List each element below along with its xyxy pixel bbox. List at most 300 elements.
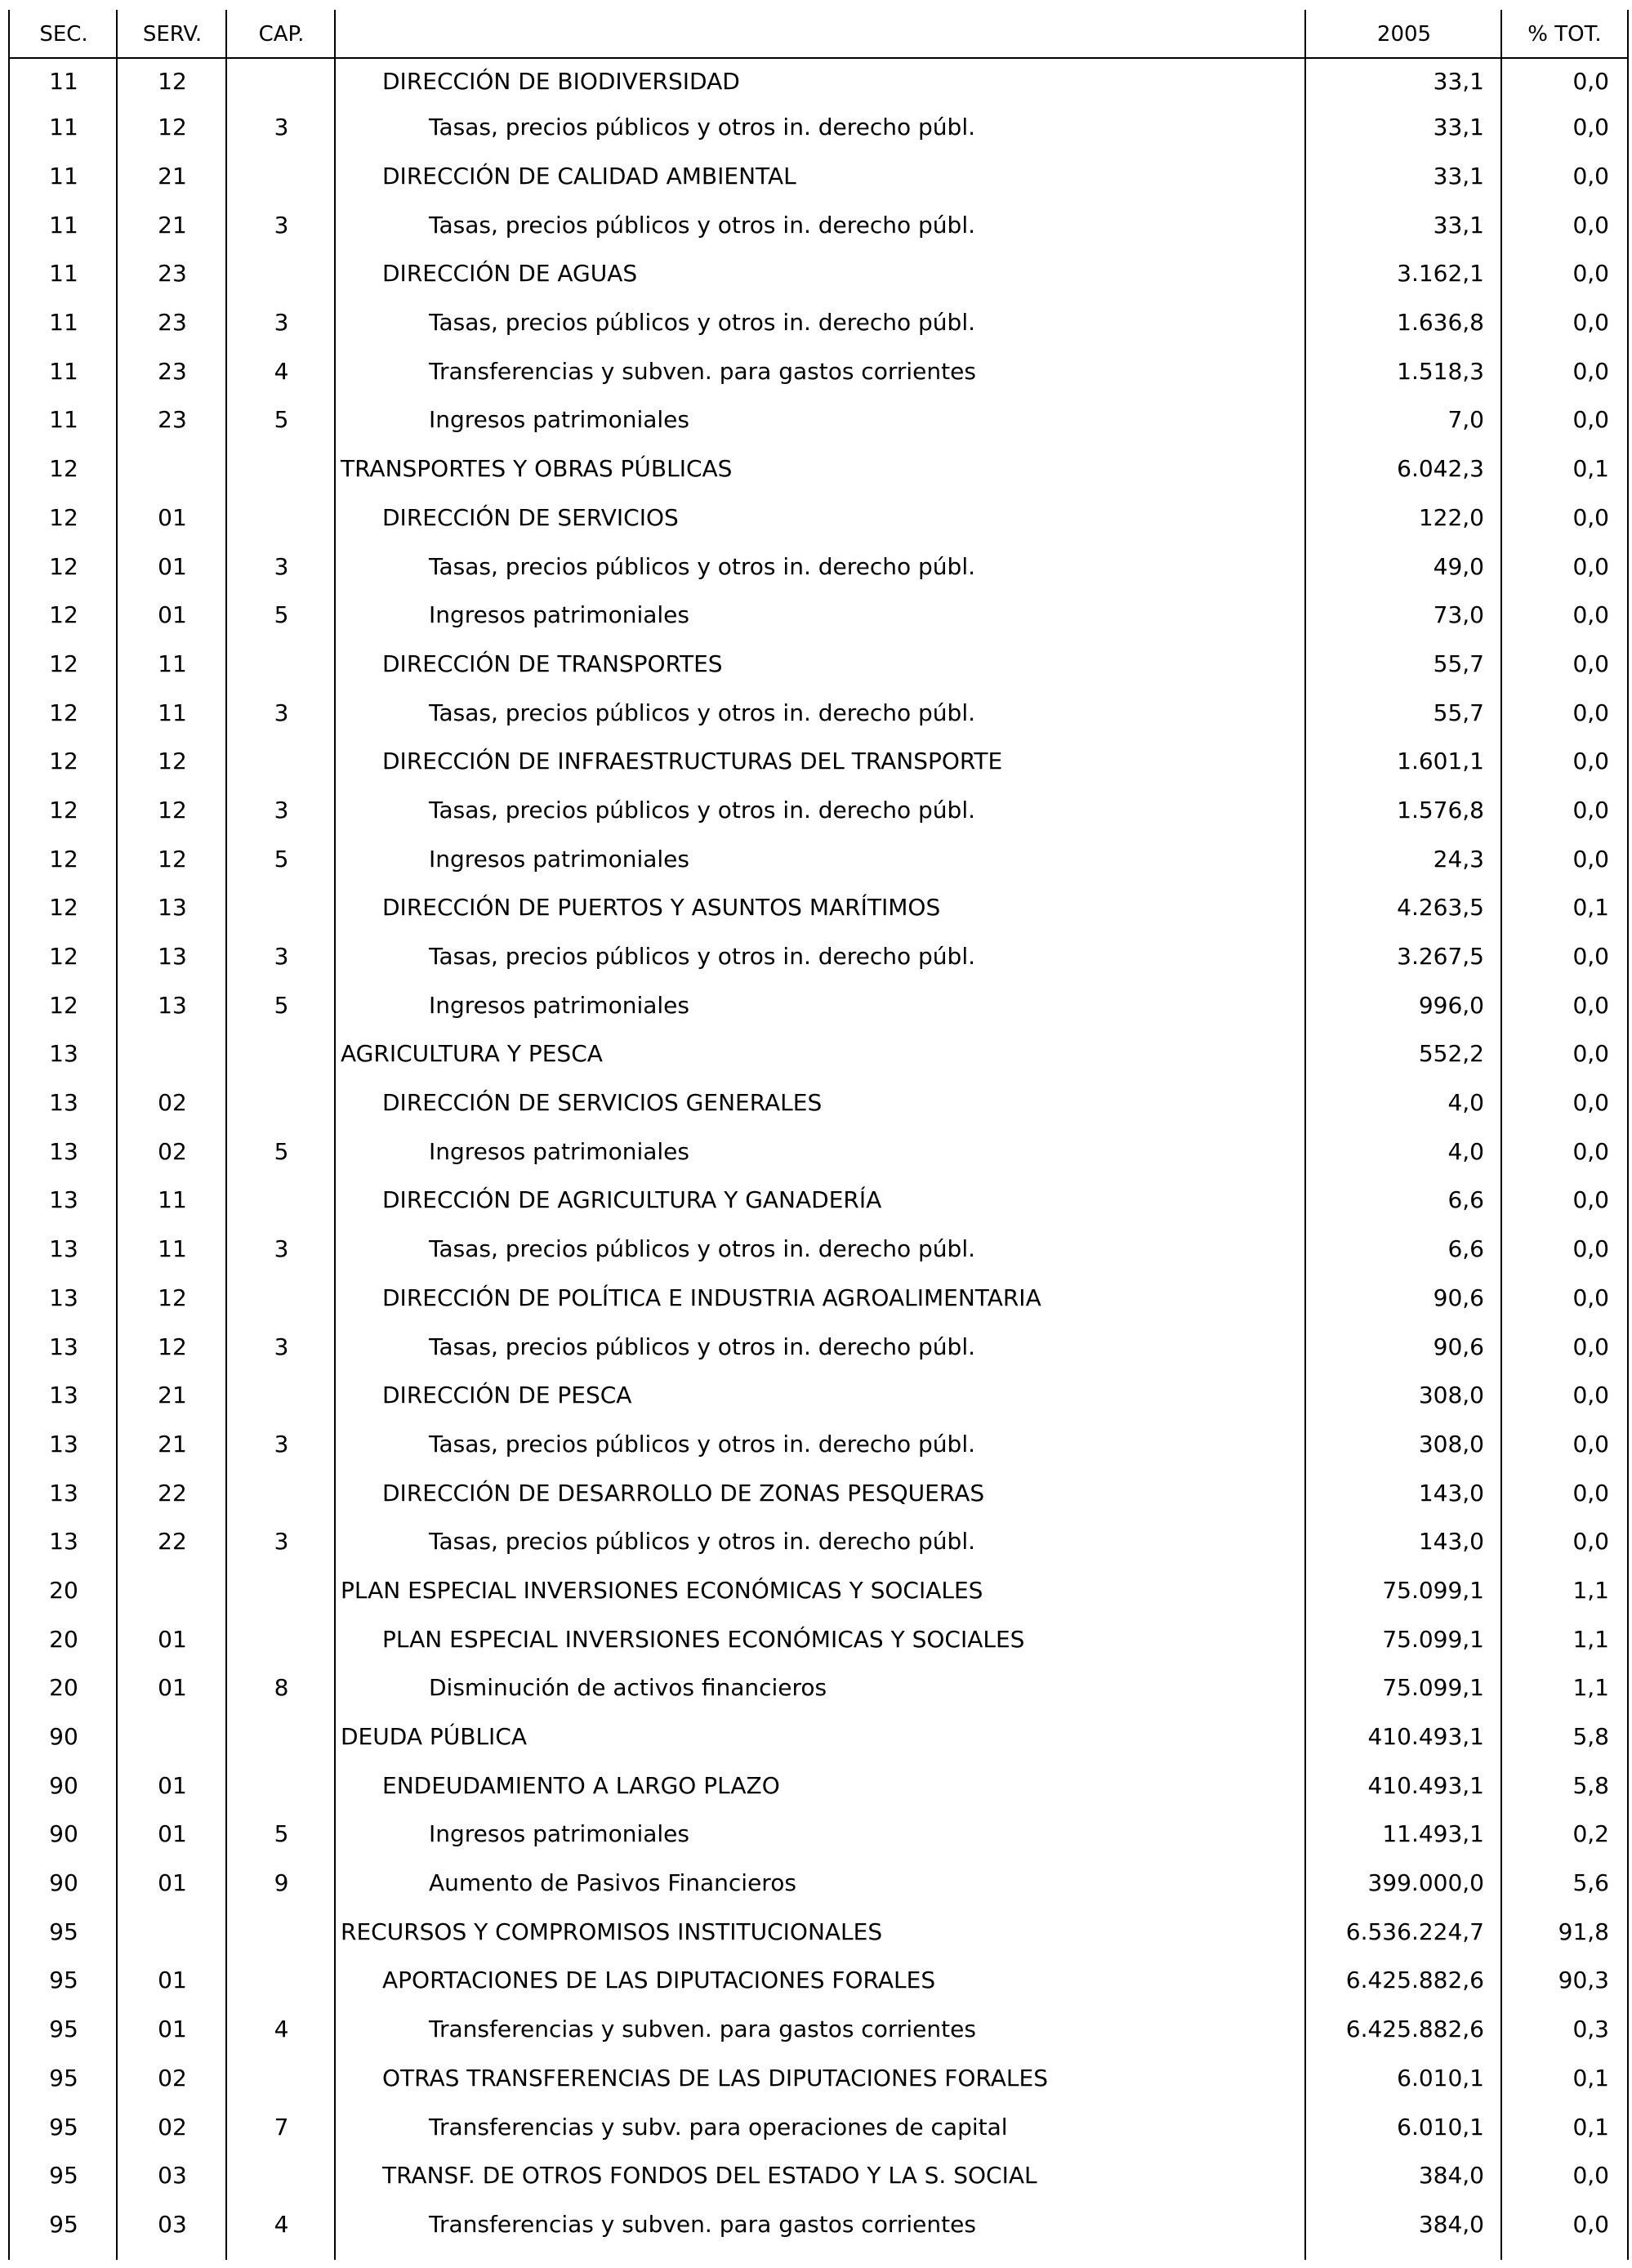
table-row xyxy=(10,1468,1627,1517)
cap-cell xyxy=(227,1956,336,2005)
cap-cell: 3 xyxy=(274,1528,289,1556)
budget-table-sheet xyxy=(8,10,1629,2260)
serv-cell xyxy=(118,444,227,493)
serv-cell: 12 xyxy=(158,114,187,141)
table-row xyxy=(10,444,1627,493)
amount-2005-cell: 4,0 xyxy=(1447,1089,1484,1117)
percent-total-cell: 0,0 xyxy=(1572,1430,1609,1458)
percent-total-cell: 1,1 xyxy=(1572,1674,1609,1702)
amount-2005-cell: 55,7 xyxy=(1433,650,1484,677)
table-header-row xyxy=(10,10,1627,59)
serv-cell: 01 xyxy=(158,1771,187,1799)
sec-cell: 12 xyxy=(49,845,78,873)
serv-cell: 02 xyxy=(158,2064,187,2092)
table-row xyxy=(10,1761,1627,1810)
amount-2005-cell: 1.576,8 xyxy=(1397,796,1484,824)
cap-cell: 8 xyxy=(274,1674,289,1702)
table-row xyxy=(10,2151,1627,2200)
sec-cell: 95 xyxy=(49,2113,78,2141)
amount-2005-cell: 90,6 xyxy=(1433,1284,1484,1311)
sec-cell: 12 xyxy=(49,894,78,922)
description-cell: Transferencias y subven. para gastos corrientes xyxy=(429,2210,976,2238)
sec-cell: 20 xyxy=(49,1625,78,1653)
table-row xyxy=(10,2005,1627,2054)
cap-cell xyxy=(227,1614,336,1663)
amount-2005-cell: 6,6 xyxy=(1447,1235,1484,1263)
description-cell: Tasas, precios públicos y otros in. derecho públ. xyxy=(429,1430,976,1458)
description-cell: Tasas, precios públicos y otros in. derecho públ. xyxy=(429,699,976,726)
description-cell: DIRECCIÓN DE TRANSPORTES xyxy=(382,650,723,677)
table-row xyxy=(10,1566,1627,1615)
percent-total-cell: 0,0 xyxy=(1572,309,1609,337)
cap-cell: 9 xyxy=(274,1869,289,1897)
percent-total-cell: 0,0 xyxy=(1572,1040,1609,1068)
percent-total-cell: 0,1 xyxy=(1572,2064,1609,2092)
amount-2005-cell: 33,1 xyxy=(1433,67,1484,95)
cap-cell xyxy=(227,1761,336,1810)
serv-cell: 03 xyxy=(158,2162,187,2190)
description-cell: Ingresos patrimoniales xyxy=(429,406,689,434)
percent-total-cell: 0,0 xyxy=(1572,260,1609,288)
amount-2005-cell: 552,2 xyxy=(1418,1040,1484,1068)
column-divider xyxy=(225,10,227,2260)
cap-cell: 3 xyxy=(274,1430,289,1458)
description-cell: DIRECCIÓN DE SERVICIOS xyxy=(382,503,679,531)
amount-2005-cell: 3.267,5 xyxy=(1397,943,1484,971)
percent-total-cell: 90,3 xyxy=(1558,1967,1609,1994)
table-row xyxy=(10,346,1627,395)
description-cell: ENDEUDAMIENTO A LARGO PLAZO xyxy=(382,1771,780,1799)
sec-cell: 12 xyxy=(49,455,78,483)
description-cell: DIRECCIÓN DE BIODIVERSIDAD xyxy=(382,67,740,95)
serv-cell: 21 xyxy=(158,163,187,190)
cap-cell: 5 xyxy=(274,845,289,873)
serv-cell: 11 xyxy=(158,1235,187,1263)
amount-2005-cell: 33,1 xyxy=(1433,163,1484,190)
percent-total-cell: 0,0 xyxy=(1572,1528,1609,1556)
table-row xyxy=(10,640,1627,689)
percent-total-cell: 5,6 xyxy=(1572,1869,1609,1897)
amount-2005-cell: 11.493,1 xyxy=(1382,1820,1484,1848)
cap-cell xyxy=(227,152,336,201)
amount-2005-cell: 4,0 xyxy=(1447,1137,1484,1165)
table-row xyxy=(10,542,1627,591)
sec-cell: 11 xyxy=(49,309,78,337)
amount-2005-cell: 33,1 xyxy=(1433,114,1484,141)
serv-cell: 01 xyxy=(158,1967,187,1994)
table-row xyxy=(10,200,1627,249)
table-row xyxy=(10,2102,1627,2151)
sec-cell: 12 xyxy=(49,748,78,775)
serv-cell: 02 xyxy=(158,1137,187,1165)
sec-cell: 95 xyxy=(49,1918,78,1945)
header-year: 2005 xyxy=(1376,22,1432,47)
percent-total-cell: 0,0 xyxy=(1572,1479,1609,1507)
description-cell: Transferencias y subv. para operaciones de capital xyxy=(429,2113,1008,2141)
sec-cell: 13 xyxy=(49,1235,78,1263)
table-row xyxy=(10,59,1627,103)
table-row xyxy=(10,1274,1627,1323)
table-row xyxy=(10,1517,1627,1566)
description-cell: Ingresos patrimoniales xyxy=(429,601,689,629)
percent-total-cell: 0,0 xyxy=(1572,991,1609,1019)
amount-2005-cell: 6.425.882,6 xyxy=(1345,2016,1484,2043)
percent-total-cell: 91,8 xyxy=(1558,1918,1609,1945)
cap-cell: 3 xyxy=(274,114,289,141)
amount-2005-cell: 308,0 xyxy=(1418,1430,1484,1458)
cap-cell xyxy=(227,493,336,542)
serv-cell xyxy=(118,1029,227,1078)
amount-2005-cell: 33,1 xyxy=(1433,211,1484,239)
serv-cell: 13 xyxy=(158,991,187,1019)
header-sec: SEC. xyxy=(39,22,88,47)
serv-cell: 03 xyxy=(158,2210,187,2238)
sec-cell: 12 xyxy=(49,991,78,1019)
description-cell: PLAN ESPECIAL INVERSIONES ECONÓMICAS Y SOCIALES xyxy=(341,1576,983,1604)
cap-cell xyxy=(227,59,336,103)
description-cell: Ingresos patrimoniales xyxy=(429,1137,689,1165)
description-cell: Tasas, precios públicos y otros in. derecho públ. xyxy=(429,796,976,824)
description-cell: Tasas, precios públicos y otros in. derecho públ. xyxy=(429,309,976,337)
percent-total-cell: 5,8 xyxy=(1572,1723,1609,1751)
table-row xyxy=(10,395,1627,444)
table-row xyxy=(10,932,1627,981)
amount-2005-cell: 384,0 xyxy=(1418,2210,1484,2238)
percent-total-cell: 0,0 xyxy=(1572,1137,1609,1165)
percent-total-cell: 0,0 xyxy=(1572,1089,1609,1117)
amount-2005-cell: 6.042,3 xyxy=(1397,455,1484,483)
serv-cell: 01 xyxy=(158,1625,187,1653)
serv-cell: 23 xyxy=(158,406,187,434)
sec-cell: 12 xyxy=(49,552,78,580)
cap-cell xyxy=(227,1468,336,1517)
serv-cell: 11 xyxy=(158,650,187,677)
serv-cell xyxy=(118,1907,227,1956)
amount-2005-cell: 399.000,0 xyxy=(1367,1869,1484,1897)
amount-2005-cell: 410.493,1 xyxy=(1367,1771,1484,1799)
percent-total-cell: 0,1 xyxy=(1572,894,1609,922)
description-cell: Ingresos patrimoniales xyxy=(429,991,689,1019)
serv-cell: 12 xyxy=(158,748,187,775)
cap-cell: 3 xyxy=(274,796,289,824)
serv-cell: 13 xyxy=(158,894,187,922)
sec-cell: 12 xyxy=(49,650,78,677)
percent-total-cell: 0,0 xyxy=(1572,1284,1609,1311)
budget-income-table xyxy=(10,10,1627,2248)
amount-2005-cell: 308,0 xyxy=(1418,1382,1484,1409)
table-row xyxy=(10,1663,1627,1712)
percent-total-cell: 0,3 xyxy=(1572,2016,1609,2043)
sec-cell: 95 xyxy=(49,2210,78,2238)
header-divider xyxy=(10,57,1627,59)
sec-cell: 20 xyxy=(49,1674,78,1702)
percent-total-cell: 1,1 xyxy=(1572,1625,1609,1653)
cap-cell xyxy=(227,1566,336,1615)
percent-total-cell: 0,0 xyxy=(1572,1333,1609,1360)
serv-cell: 12 xyxy=(158,1284,187,1311)
serv-cell: 01 xyxy=(158,552,187,580)
sec-cell: 12 xyxy=(49,503,78,531)
description-cell: OTRAS TRANSFERENCIAS DE LAS DIPUTACIONES FORALES xyxy=(382,2064,1048,2092)
table-row xyxy=(10,152,1627,201)
table-row xyxy=(10,737,1627,786)
percent-total-cell: 0,0 xyxy=(1572,211,1609,239)
cap-cell: 5 xyxy=(274,991,289,1019)
sec-cell: 13 xyxy=(49,1040,78,1068)
sec-cell: 11 xyxy=(49,211,78,239)
table-row xyxy=(10,1176,1627,1225)
amount-2005-cell: 75.099,1 xyxy=(1382,1625,1484,1653)
sec-cell: 90 xyxy=(49,1723,78,1751)
amount-2005-cell: 1.636,8 xyxy=(1397,309,1484,337)
amount-2005-cell: 4.263,5 xyxy=(1397,894,1484,922)
amount-2005-cell: 1.518,3 xyxy=(1397,357,1484,385)
sec-cell: 12 xyxy=(49,796,78,824)
description-cell: Tasas, precios públicos y otros in. derecho públ. xyxy=(429,114,976,141)
table-row xyxy=(10,1420,1627,1469)
amount-2005-cell: 55,7 xyxy=(1433,699,1484,726)
cap-cell: 3 xyxy=(274,552,289,580)
description-cell: Tasas, precios públicos y otros in. derecho públ. xyxy=(429,943,976,971)
header-serv: SERV. xyxy=(142,22,203,47)
amount-2005-cell: 996,0 xyxy=(1418,991,1484,1019)
serv-cell: 12 xyxy=(158,845,187,873)
table-row xyxy=(10,1225,1627,1274)
serv-cell: 01 xyxy=(158,1674,187,1702)
sec-cell: 90 xyxy=(49,1869,78,1897)
description-cell: Tasas, precios públicos y otros in. derecho públ. xyxy=(429,1528,976,1556)
serv-cell: 22 xyxy=(158,1479,187,1507)
table-row xyxy=(10,1127,1627,1176)
sec-cell: 13 xyxy=(49,1284,78,1311)
cap-cell: 3 xyxy=(274,943,289,971)
description-cell: Ingresos patrimoniales xyxy=(429,1820,689,1848)
percent-total-cell: 0,0 xyxy=(1572,748,1609,775)
percent-total-cell: 1,1 xyxy=(1572,1576,1609,1604)
table-row xyxy=(10,298,1627,347)
cap-cell: 3 xyxy=(274,699,289,726)
percent-total-cell: 0,0 xyxy=(1572,796,1609,824)
cap-cell: 3 xyxy=(274,1235,289,1263)
table-row xyxy=(10,1712,1627,1761)
sec-cell: 95 xyxy=(49,2162,78,2190)
table-row xyxy=(10,1029,1627,1078)
amount-2005-cell: 73,0 xyxy=(1433,601,1484,629)
cap-cell: 4 xyxy=(274,2016,289,2043)
cap-cell xyxy=(227,737,336,786)
amount-2005-cell: 6,6 xyxy=(1447,1186,1484,1214)
amount-2005-cell: 6.536.224,7 xyxy=(1345,1918,1484,1945)
description-cell: DIRECCIÓN DE POLÍTICA E INDUSTRIA AGROALIMENTARIA xyxy=(382,1284,1041,1311)
table-row xyxy=(10,1956,1627,2005)
description-cell: RECURSOS Y COMPROMISOS INSTITUCIONALES xyxy=(341,1918,883,1945)
table-row xyxy=(10,786,1627,835)
amount-2005-cell: 410.493,1 xyxy=(1367,1723,1484,1751)
amount-2005-cell: 3.162,1 xyxy=(1397,260,1484,288)
description-cell: DIRECCIÓN DE CALIDAD AMBIENTAL xyxy=(382,163,796,190)
percent-total-cell: 0,0 xyxy=(1572,699,1609,726)
serv-cell xyxy=(118,1566,227,1615)
table-row xyxy=(10,249,1627,298)
serv-cell: 12 xyxy=(158,1333,187,1360)
serv-cell: 01 xyxy=(158,503,187,531)
description-cell: Ingresos patrimoniales xyxy=(429,845,689,873)
cap-cell xyxy=(227,1907,336,1956)
amount-2005-cell: 6.425.882,6 xyxy=(1345,1967,1484,1994)
header-cap: CAP. xyxy=(258,22,305,47)
amount-2005-cell: 90,6 xyxy=(1433,1333,1484,1360)
sec-cell: 95 xyxy=(49,2064,78,2092)
description-cell: Transferencias y subven. para gastos corrientes xyxy=(429,2016,976,2043)
amount-2005-cell: 384,0 xyxy=(1418,2162,1484,2190)
serv-cell: 22 xyxy=(158,1528,187,1556)
serv-cell: 23 xyxy=(158,357,187,385)
header-description xyxy=(336,10,1306,59)
description-cell: DIRECCIÓN DE PESCA xyxy=(382,1382,632,1409)
column-divider xyxy=(1500,10,1502,2260)
amount-2005-cell: 75.099,1 xyxy=(1382,1674,1484,1702)
cap-cell: 7 xyxy=(274,2113,289,2141)
serv-cell: 01 xyxy=(158,601,187,629)
table-row xyxy=(10,1614,1627,1663)
sec-cell: 13 xyxy=(49,1528,78,1556)
sec-cell: 11 xyxy=(49,357,78,385)
cap-cell: 5 xyxy=(274,601,289,629)
serv-cell: 12 xyxy=(158,67,187,95)
percent-total-cell: 0,0 xyxy=(1572,67,1609,95)
table-row xyxy=(10,1810,1627,1859)
description-cell: DIRECCIÓN DE INFRAESTRUCTURAS DEL TRANSPORTE xyxy=(382,748,1003,775)
percent-total-cell: 0,0 xyxy=(1572,552,1609,580)
amount-2005-cell: 6.010,1 xyxy=(1397,2113,1484,2141)
serv-cell: 21 xyxy=(158,211,187,239)
column-divider xyxy=(116,10,118,2260)
serv-cell: 23 xyxy=(158,309,187,337)
cap-cell: 5 xyxy=(274,406,289,434)
header-percent-total: % TOT. xyxy=(1527,22,1602,47)
percent-total-cell: 0,0 xyxy=(1572,503,1609,531)
description-cell: AGRICULTURA Y PESCA xyxy=(341,1040,603,1068)
table-row xyxy=(10,1859,1627,1908)
sec-cell: 90 xyxy=(49,1820,78,1848)
serv-cell: 21 xyxy=(158,1430,187,1458)
sec-cell: 13 xyxy=(49,1186,78,1214)
sec-cell: 95 xyxy=(49,2016,78,2043)
amount-2005-cell: 122,0 xyxy=(1418,503,1484,531)
percent-total-cell: 0,0 xyxy=(1572,163,1609,190)
description-cell: DEUDA PÚBLICA xyxy=(341,1723,528,1751)
column-divider xyxy=(334,10,336,2260)
sec-cell: 13 xyxy=(49,1137,78,1165)
table-row xyxy=(10,1907,1627,1956)
cap-cell xyxy=(227,2054,336,2103)
table-row xyxy=(10,591,1627,640)
description-cell: TRANSPORTES Y OBRAS PÚBLICAS xyxy=(341,455,733,483)
percent-total-cell: 0,0 xyxy=(1572,1186,1609,1214)
serv-cell: 02 xyxy=(158,2113,187,2141)
description-cell: Tasas, precios públicos y otros in. derecho públ. xyxy=(429,1235,976,1263)
percent-total-cell: 0,0 xyxy=(1572,1382,1609,1409)
sec-cell: 11 xyxy=(49,114,78,141)
description-cell: Tasas, precios públicos y otros in. derecho públ. xyxy=(429,1333,976,1360)
cap-cell xyxy=(227,444,336,493)
table-row xyxy=(10,493,1627,542)
cap-cell xyxy=(227,1712,336,1761)
sec-cell: 13 xyxy=(49,1333,78,1360)
percent-total-cell: 0,0 xyxy=(1572,650,1609,677)
cap-cell xyxy=(227,1274,336,1323)
percent-total-cell: 0,0 xyxy=(1572,2210,1609,2238)
table-row xyxy=(10,883,1627,932)
cap-cell xyxy=(227,249,336,298)
serv-cell xyxy=(118,1712,227,1761)
cap-cell xyxy=(227,1029,336,1078)
amount-2005-cell: 143,0 xyxy=(1418,1479,1484,1507)
cap-cell xyxy=(227,640,336,689)
serv-cell: 11 xyxy=(158,699,187,726)
amount-2005-cell: 49,0 xyxy=(1433,552,1484,580)
amount-2005-cell: 75.099,1 xyxy=(1382,1576,1484,1604)
percent-total-cell: 0,1 xyxy=(1572,2113,1609,2141)
description-cell: TRANSF. DE OTROS FONDOS DEL ESTADO Y LA S. SOCIAL xyxy=(382,2162,1037,2190)
sec-cell: 12 xyxy=(49,601,78,629)
amount-2005-cell: 7,0 xyxy=(1447,406,1484,434)
description-cell: Disminución de activos financieros xyxy=(429,1674,827,1702)
sec-cell: 90 xyxy=(49,1771,78,1799)
percent-total-cell: 0,2 xyxy=(1572,1820,1609,1848)
cap-cell xyxy=(227,1176,336,1225)
description-cell: DIRECCIÓN DE AGUAS xyxy=(382,260,638,288)
table-row xyxy=(10,1322,1627,1371)
cap-cell: 5 xyxy=(274,1137,289,1165)
amount-2005-cell: 24,3 xyxy=(1433,845,1484,873)
table-body xyxy=(10,59,1627,2248)
serv-cell: 01 xyxy=(158,2016,187,2043)
percent-total-cell: 0,0 xyxy=(1572,2162,1609,2190)
serv-cell: 02 xyxy=(158,1089,187,1117)
serv-cell: 21 xyxy=(158,1382,187,1409)
percent-total-cell: 0,0 xyxy=(1572,114,1609,141)
description-cell: DIRECCIÓN DE DESARROLLO DE ZONAS PESQUERAS xyxy=(382,1479,985,1507)
cap-cell: 5 xyxy=(274,1820,289,1848)
sec-cell: 95 xyxy=(49,1967,78,1994)
sec-cell: 12 xyxy=(49,943,78,971)
percent-total-cell: 0,1 xyxy=(1572,455,1609,483)
cap-cell: 3 xyxy=(274,211,289,239)
sec-cell: 11 xyxy=(49,260,78,288)
sec-cell: 13 xyxy=(49,1382,78,1409)
serv-cell: 12 xyxy=(158,796,187,824)
description-cell: Transferencias y subven. para gastos corrientes xyxy=(429,357,976,385)
percent-total-cell: 0,0 xyxy=(1572,1235,1609,1263)
cap-cell xyxy=(227,1078,336,1127)
amount-2005-cell: 143,0 xyxy=(1418,1528,1484,1556)
sec-cell: 13 xyxy=(49,1089,78,1117)
table-row xyxy=(10,1371,1627,1420)
sec-cell: 11 xyxy=(49,406,78,434)
table-row xyxy=(10,2200,1627,2249)
cap-cell: 4 xyxy=(274,357,289,385)
cap-cell xyxy=(227,883,336,932)
cap-cell: 3 xyxy=(274,1333,289,1360)
description-cell: Aumento de Pasivos Financieros xyxy=(429,1869,796,1897)
description-cell: PLAN ESPECIAL INVERSIONES ECONÓMICAS Y SOCIALES xyxy=(382,1625,1025,1653)
amount-2005-cell: 6.010,1 xyxy=(1397,2064,1484,2092)
serv-cell: 11 xyxy=(158,1186,187,1214)
sec-cell: 11 xyxy=(49,67,78,95)
sec-cell: 11 xyxy=(49,163,78,190)
table-row xyxy=(10,2054,1627,2103)
